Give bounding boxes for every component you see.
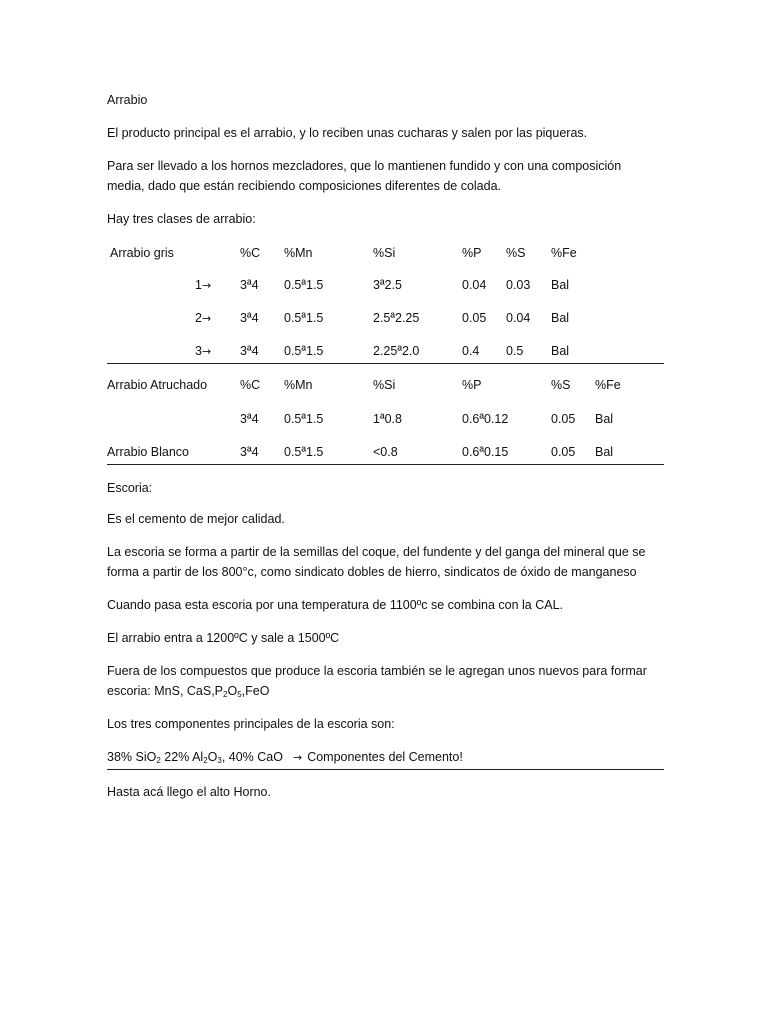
row-number: 1→ bbox=[195, 278, 212, 292]
cell-fe: Bal bbox=[595, 412, 614, 426]
paragraph-temperatura: Cuando pasa esta escoria por una temperatura de 1100ºc se combina con la CAL. bbox=[107, 598, 563, 612]
cell-mn: 0.5ª1.5 bbox=[284, 344, 324, 358]
paragraph-componentes: Los tres componentes principales de la escoria son: bbox=[107, 717, 395, 731]
cell-s: 0.03 bbox=[506, 278, 531, 292]
paragraph-cemento: Es el cemento de mejor calidad. bbox=[107, 512, 285, 526]
row-label-blanco: Arrabio Blanco bbox=[107, 445, 189, 459]
header-s: %S bbox=[506, 246, 526, 260]
heading-escoria: Escoria: bbox=[107, 481, 153, 495]
right-arrow-icon: → bbox=[201, 279, 212, 292]
header-fe: %Fe bbox=[595, 378, 621, 392]
cell-p: 0.4 bbox=[462, 344, 480, 358]
cell-fe: Bal bbox=[551, 311, 570, 325]
paragraph-compuestos-line2: escoria: MnS, $CaS,P_2O_5,FeO$ bbox=[107, 684, 270, 699]
header-si: %Si bbox=[373, 378, 396, 392]
right-arrow-icon: → bbox=[201, 312, 212, 325]
table-divider bbox=[107, 464, 664, 465]
cell-c: 3ª4 bbox=[240, 311, 259, 325]
cell-mn: 0.5ª1.5 bbox=[284, 311, 324, 325]
paragraph-final: Hasta acá llego el alto Horno. bbox=[107, 785, 271, 799]
cell-c: 3ª4 bbox=[240, 445, 259, 459]
paragraph-compuestos-line1: Fuera de los compuestos que produce la escoria también se le agregan unos nuevos para formar bbox=[107, 664, 647, 678]
row-number: 3→ bbox=[195, 344, 212, 358]
header-mn: %Mn bbox=[284, 246, 313, 260]
paragraph-producto: El producto principal es el arrabio, y lo reciben unas cucharas y salen por las piqueras. bbox=[107, 126, 588, 140]
paragraph-hornos-line2: media, dado que están recibiendo composiciones diferentes de colada. bbox=[107, 179, 502, 193]
cell-mn: 0.5ª1.5 bbox=[284, 278, 324, 292]
header-fe: %Fe bbox=[551, 246, 577, 260]
cell-p: 0.04 bbox=[462, 278, 487, 292]
row-number: 2→ bbox=[195, 311, 212, 325]
section-divider bbox=[107, 769, 664, 770]
cell-s: 0.05 bbox=[551, 445, 576, 459]
cell-c: 3ª4 bbox=[240, 412, 259, 426]
cell-c: 3ª4 bbox=[240, 344, 259, 358]
cell-si: 3ª2.5 bbox=[373, 278, 402, 292]
cell-fe: Bal bbox=[551, 278, 570, 292]
cell-s: 0.05 bbox=[551, 412, 576, 426]
cell-mn: 0.5ª1.5 bbox=[284, 445, 324, 459]
table-divider bbox=[107, 363, 664, 364]
heading-arrabio: Arrabio bbox=[107, 93, 148, 107]
header-s: %S bbox=[551, 378, 571, 392]
row-label-atruchado: Arrabio Atruchado bbox=[107, 378, 208, 392]
header-p: %P bbox=[462, 378, 482, 392]
right-arrow-icon: → bbox=[201, 345, 212, 358]
cell-si: 2.5ª2.25 bbox=[373, 311, 420, 325]
cell-si: 1ª0.8 bbox=[373, 412, 402, 426]
header-si: %Si bbox=[373, 246, 396, 260]
cell-s: 0.04 bbox=[506, 311, 531, 325]
cell-fe: Bal bbox=[595, 445, 614, 459]
cell-si: <0.8 bbox=[373, 445, 398, 459]
paragraph-clases: Hay tres clases de arrabio: bbox=[107, 212, 256, 226]
cell-p: 0.6ª0.15 bbox=[462, 445, 509, 459]
cell-p: 0.6ª0.12 bbox=[462, 412, 509, 426]
right-arrow-icon: → bbox=[292, 751, 303, 764]
cell-c: 3ª4 bbox=[240, 278, 259, 292]
row-label-gris: Arrabio gris bbox=[110, 246, 174, 260]
paragraph-forma-line1: La escoria se forma a partir de la semillas del coque, del fundente y del ganga del mineral que se bbox=[107, 545, 646, 559]
header-mn: %Mn bbox=[284, 378, 313, 392]
cell-p: 0.05 bbox=[462, 311, 487, 325]
formula-componentes: 38% SiO$_2$ 22% $Al_2O_3$, 40% CaO → Componentes del Cemento! bbox=[107, 750, 463, 765]
paragraph-hornos-line1: Para ser llevado a los hornos mezcladores, que lo mantienen fundido y con una composición bbox=[107, 159, 622, 173]
header-p: %P bbox=[462, 246, 482, 260]
paragraph-arrabio-entra: El arrabio entra a 1200ºC y sale a 1500ºC bbox=[107, 631, 340, 645]
cell-mn: 0.5ª1.5 bbox=[284, 412, 324, 426]
header-c: %C bbox=[240, 378, 261, 392]
cell-si: 2.25ª2.0 bbox=[373, 344, 420, 358]
paragraph-forma-line2: forma a partir de los 800°c, como sindicato dobles de hierro, sindicatos de óxido de manganeso bbox=[107, 565, 637, 579]
cell-s: 0.5 bbox=[506, 344, 524, 358]
cell-fe: Bal bbox=[551, 344, 570, 358]
header-c: %C bbox=[240, 246, 261, 260]
